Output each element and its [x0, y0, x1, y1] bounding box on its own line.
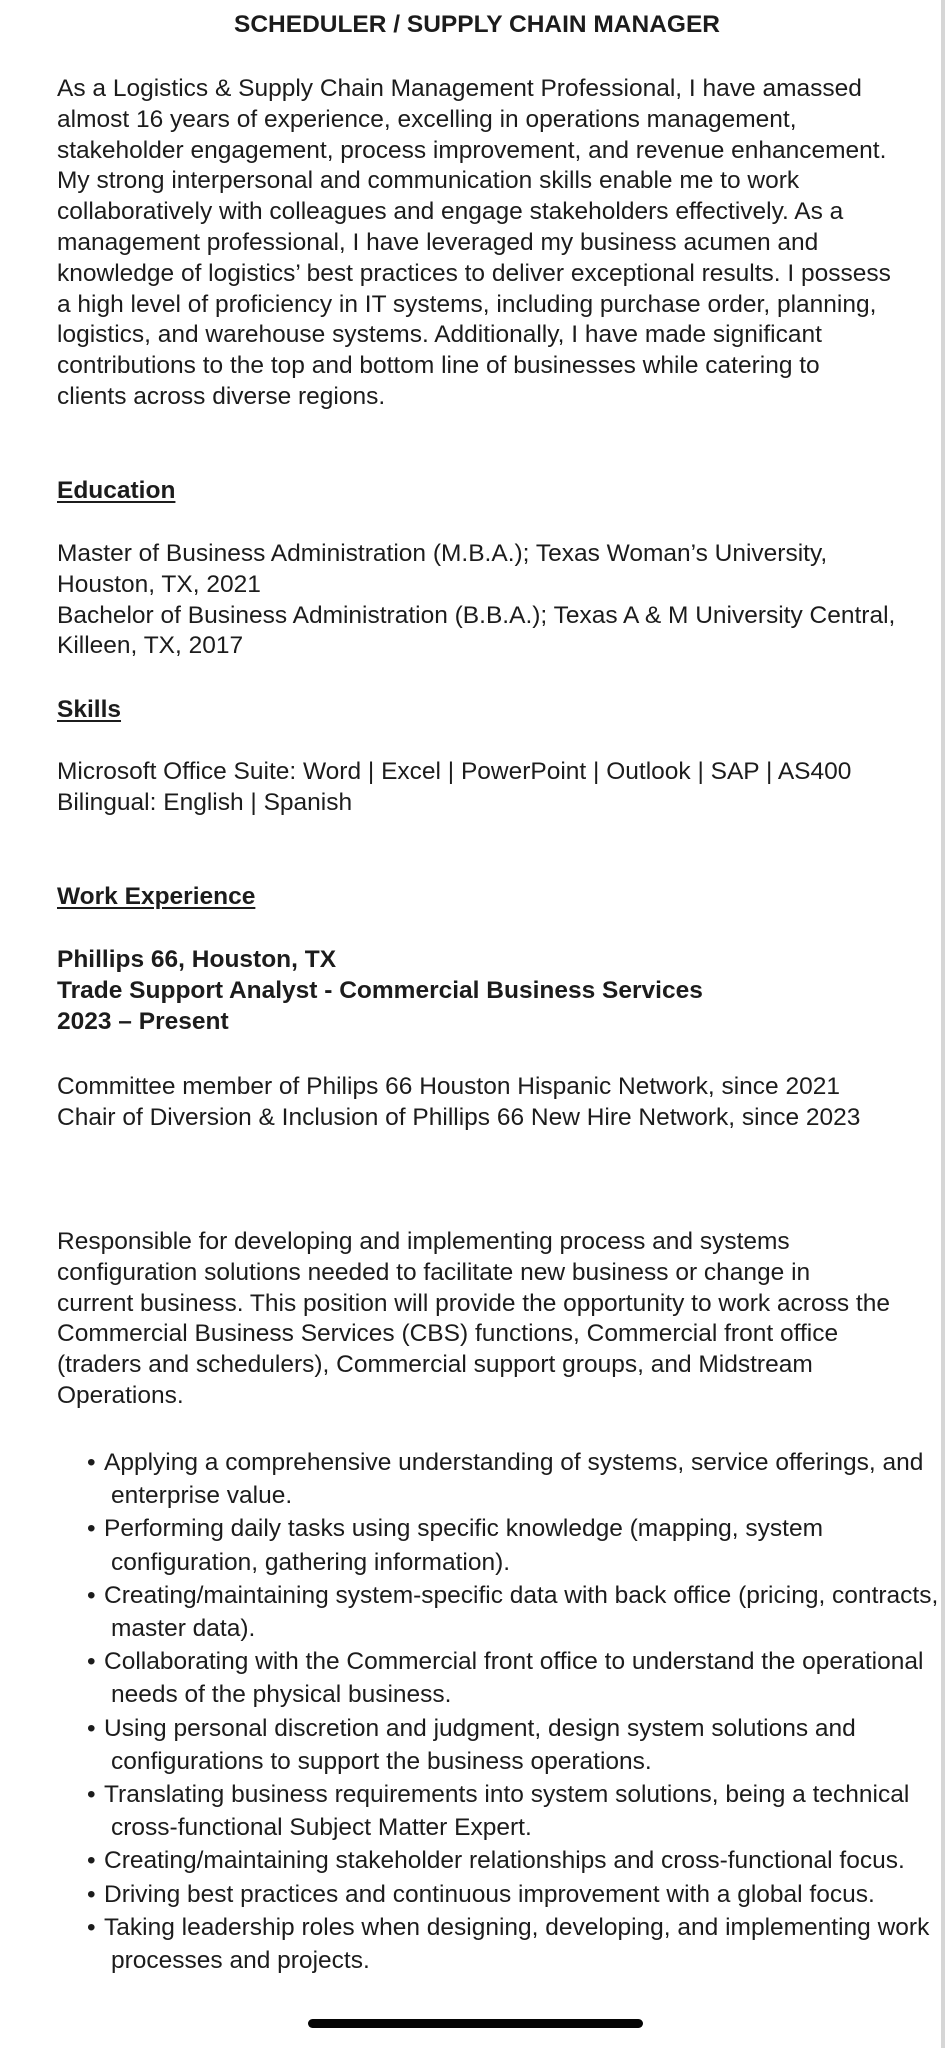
job-role: Trade Support Analyst - Commercial Business Services — [57, 976, 703, 1004]
education-heading: Education — [57, 477, 176, 504]
affiliation-item: Committee member of Philips 66 Houston Hispanic Network, since 2021 — [57, 1073, 840, 1100]
bullet-marker: • — [87, 1913, 96, 1941]
list-item-text: Creating/maintaining stakeholder relationships and cross-functional focus. — [104, 1847, 905, 1875]
list-item-text: Applying a comprehensive understanding of systems, service offerings, and enterprise value. — [104, 1449, 924, 1510]
list-item — [82, 1645, 945, 1711]
list-item — [82, 1844, 945, 1877]
education-item: Master of Business Administration (M.B.A.); Texas Woman’s University, Houston, TX, 2021 — [57, 540, 828, 598]
list-item — [82, 1579, 945, 1645]
bullet-marker: • — [87, 1449, 96, 1476]
affiliation-item: Chair of Diversion & Inclusion of Phillips 66 New Hire Network, since 2023 — [57, 1103, 861, 1131]
job-dates: 2023 – Present — [57, 1007, 229, 1035]
bullet-marker: • — [87, 1880, 96, 1908]
skills-list — [57, 757, 892, 819]
list-item — [82, 1911, 945, 1977]
education-list — [57, 539, 907, 662]
bullet-marker: • — [87, 1581, 96, 1609]
bullet-marker: • — [87, 1781, 96, 1809]
list-item-text: Using personal discretion and judgment, design system solutions and configurations to support the business operations. — [104, 1714, 856, 1775]
job-description: Responsible for developing and implementing process and systems configuration solutions needed to facilitate new business or change in current business. This position will provide the opportunity to work across the Commercial Business Services (CBS) functions, Commercial front office (traders and schedulers), Commercial support groups, and Midstream Operations. — [57, 1228, 890, 1409]
list-item — [82, 1446, 945, 1512]
list-item-text: Driving best practices and continuous improvement with a global focus. — [104, 1880, 875, 1908]
skills-item: Microsoft Office Suite: Word | Excel | PowerPoint | Outlook | SAP | AS400 — [57, 758, 852, 785]
education-item: Bachelor of Business Administration (B.B.A.); Texas A & M University Central, Killeen, TX, 2017 — [57, 601, 896, 660]
list-item-text: Taking leadership roles when designing, developing, and implementing work processes and projects. — [104, 1913, 930, 1975]
list-item-text: Performing daily tasks using specific knowledge (mapping, system configuration, gathering information). — [104, 1515, 823, 1576]
bullet-marker: • — [87, 1714, 96, 1742]
list-item — [82, 1778, 945, 1844]
list-item-text: Collaborating with the Commercial front office to understand the operational needs of the physical business. — [104, 1648, 924, 1709]
list-item-text: Translating business requirements into system solutions, being a technical cross-functional Subject Matter Expert. — [104, 1781, 910, 1842]
list-item — [82, 1712, 945, 1778]
job-responsibilities-list — [82, 1446, 945, 1977]
bullet-marker: • — [87, 1648, 96, 1676]
redaction-mark — [308, 2019, 643, 2028]
job-affiliations — [57, 1072, 892, 1134]
professional-summary: As a Logistics & Supply Chain Management Professional, I have amassed almost 16 years of experience, excelling in operations management, stakeholder engagement, process improvement, and revenue enhancement. My strong interpersonal and communication skills enable me to work collaboratively with colleagues and engage stakeholders effectively. As a management professional, I have leveraged my business acumen and knowledge of logistics’ best practices to deliver exceptional results. I possess a high level of proficiency in IT systems, including purchase order, planning, logistics, and warehouse systems. Additionally, I have made significant contributions to the top and bottom line of businesses while catering to clients across diverse regions. — [57, 75, 891, 410]
job-header — [57, 945, 703, 1037]
skills-heading: Skills — [57, 696, 122, 723]
job-company: Phillips 66, Houston, TX — [57, 946, 337, 973]
list-item — [82, 1878, 945, 1911]
skills-item: Bilingual: English | Spanish — [57, 788, 353, 816]
list-item — [82, 1512, 945, 1578]
document-title: SCHEDULER / SUPPLY CHAIN MANAGER — [234, 11, 720, 38]
bullet-marker: • — [87, 1515, 96, 1543]
work-experience-heading: Work Experience — [57, 883, 256, 910]
bullet-marker: • — [87, 1847, 96, 1875]
list-item-text: Creating/maintaining system-specific data with back office (pricing, contracts, master data). — [104, 1581, 939, 1643]
